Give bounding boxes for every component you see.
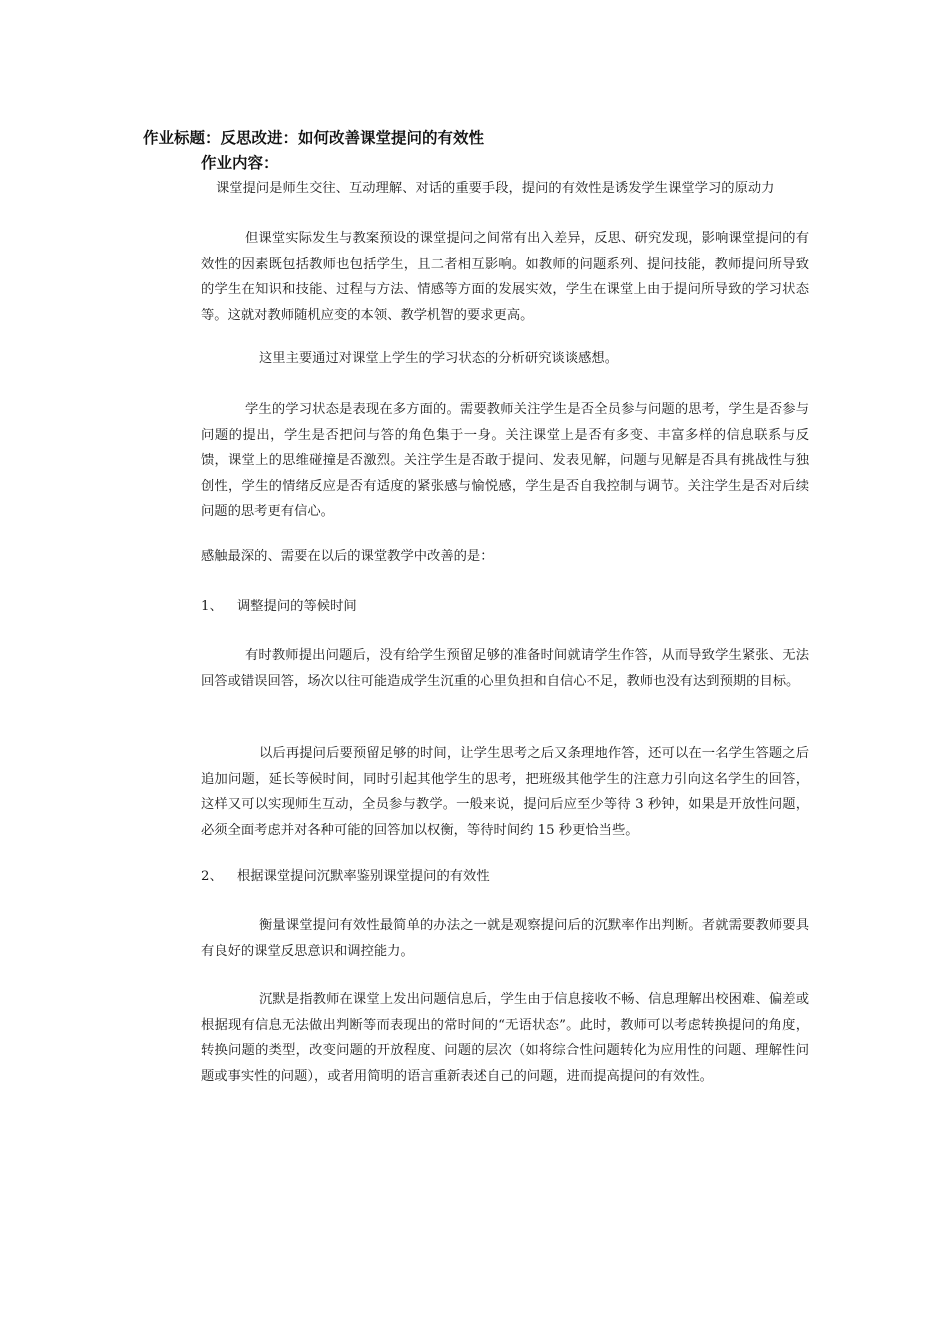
- list-item-2: [201, 864, 490, 890]
- list-item-1: [201, 594, 357, 620]
- paragraph-wait-time-problem: 有时教师提出问题后，没有给学生预留足够的准备时间就请学生作答，从而导致学生紧张、无法回答或错误回答，场次以往可能造成学生沉重的心里负担和自信心不足，教师也没有达到预期的目标。: [201, 648, 809, 689]
- paragraph-intro: 课堂提问是师生交往、互动理解、对话的重要手段，提问的有效性是诱发学生课堂学习的原动力: [216, 181, 775, 196]
- paragraph-wait-time-solution: 以后再提问后要预留足够的时间，让学生思考之后又条理地作答，还可以在一名学生答题之后追加问题，延长等候时间，同时引起其他学生的思考，把班级其他学生的注意力引向这名学生的回答，这样又可以实现师生互动，全员参与教学。一般来说，提问后应至少等待 3 秒钟，如果是开放性问题，必须全面考虑并对各种可能的回答加以权衡，等待时间约 15 秒更恰当些。: [201, 746, 809, 838]
- list-item-1-number: 1、: [201, 599, 223, 614]
- paragraph-focus: 这里主要通过对课堂上学生的学习状态的分析研究谈谈感想。: [259, 351, 619, 366]
- paragraph-silence-definition: 沉默是指教师在课堂上发出问题信息后，学生由于信息接收不畅、信息理解出校困难、偏差或根据现有信息无法做出判断等而表现出的常时间的“无语状态”。此时，教师可以考虑转换提问的角度，转换问题的类型，改变问题的开放程度、问题的层次（如将综合性问题转化为应用性的问题、理解性问题或事实性的问题），或者用简明的语言重新表述自己的问题，进而提高提问的有效性。: [201, 992, 809, 1084]
- paragraph-reflection: 感触最深的、需要在以后的课堂教学中改善的是：: [201, 549, 494, 564]
- paragraph-learning-state: 学生的学习状态是表现在多方面的。需要教师关注学生是否全员参与问题的思考，学生是否参与问题的提出，学生是否把问与答的角色集于一身。关注课堂上是否有多变、丰富多样的信息联系与反馈，课堂上的思维碰撞是否激烈。关注学生是否敢于提问、发表见解，问题与见解是否具有挑战性与独创性，学生的情绪反应是否有适度的紧张感与愉悦感，学生是否自我控制与调节。关注学生是否对后续问题的思考更有信心。: [201, 402, 809, 519]
- content-label: 作业内容：: [201, 154, 279, 172]
- paragraph-discrepancy: 但课堂实际发生与教案预设的课堂提问之间常有出入差异，反思、研究发现，影响课堂提问的有效性的因素既包括教师也包括学生，且二者相互影响。如教师的问题系列、提问技能，教师提问所导致的学生在知识和技能、过程与方法、情感等方面的发展实效，学生在课堂上由于提问所导致的学习状态等。这就对教师随机应变的本领、教学机智的要求更高。: [201, 231, 809, 323]
- list-item-2-number: 2、: [201, 869, 223, 884]
- list-item-2-text: 根据课堂提问沉默率鉴别课堂提问的有效性: [237, 869, 490, 884]
- assignment-title: 作业标题：反思改进：如何改善课堂提问的有效性: [143, 129, 485, 147]
- list-item-1-text: 调整提问的等候时间: [237, 599, 357, 614]
- paragraph-silence-rate: 衡量课堂提问有效性最简单的办法之一就是观察提问后的沉默率作出判断。者就需要教师要具有良好的课堂反思意识和调控能力。: [201, 918, 809, 959]
